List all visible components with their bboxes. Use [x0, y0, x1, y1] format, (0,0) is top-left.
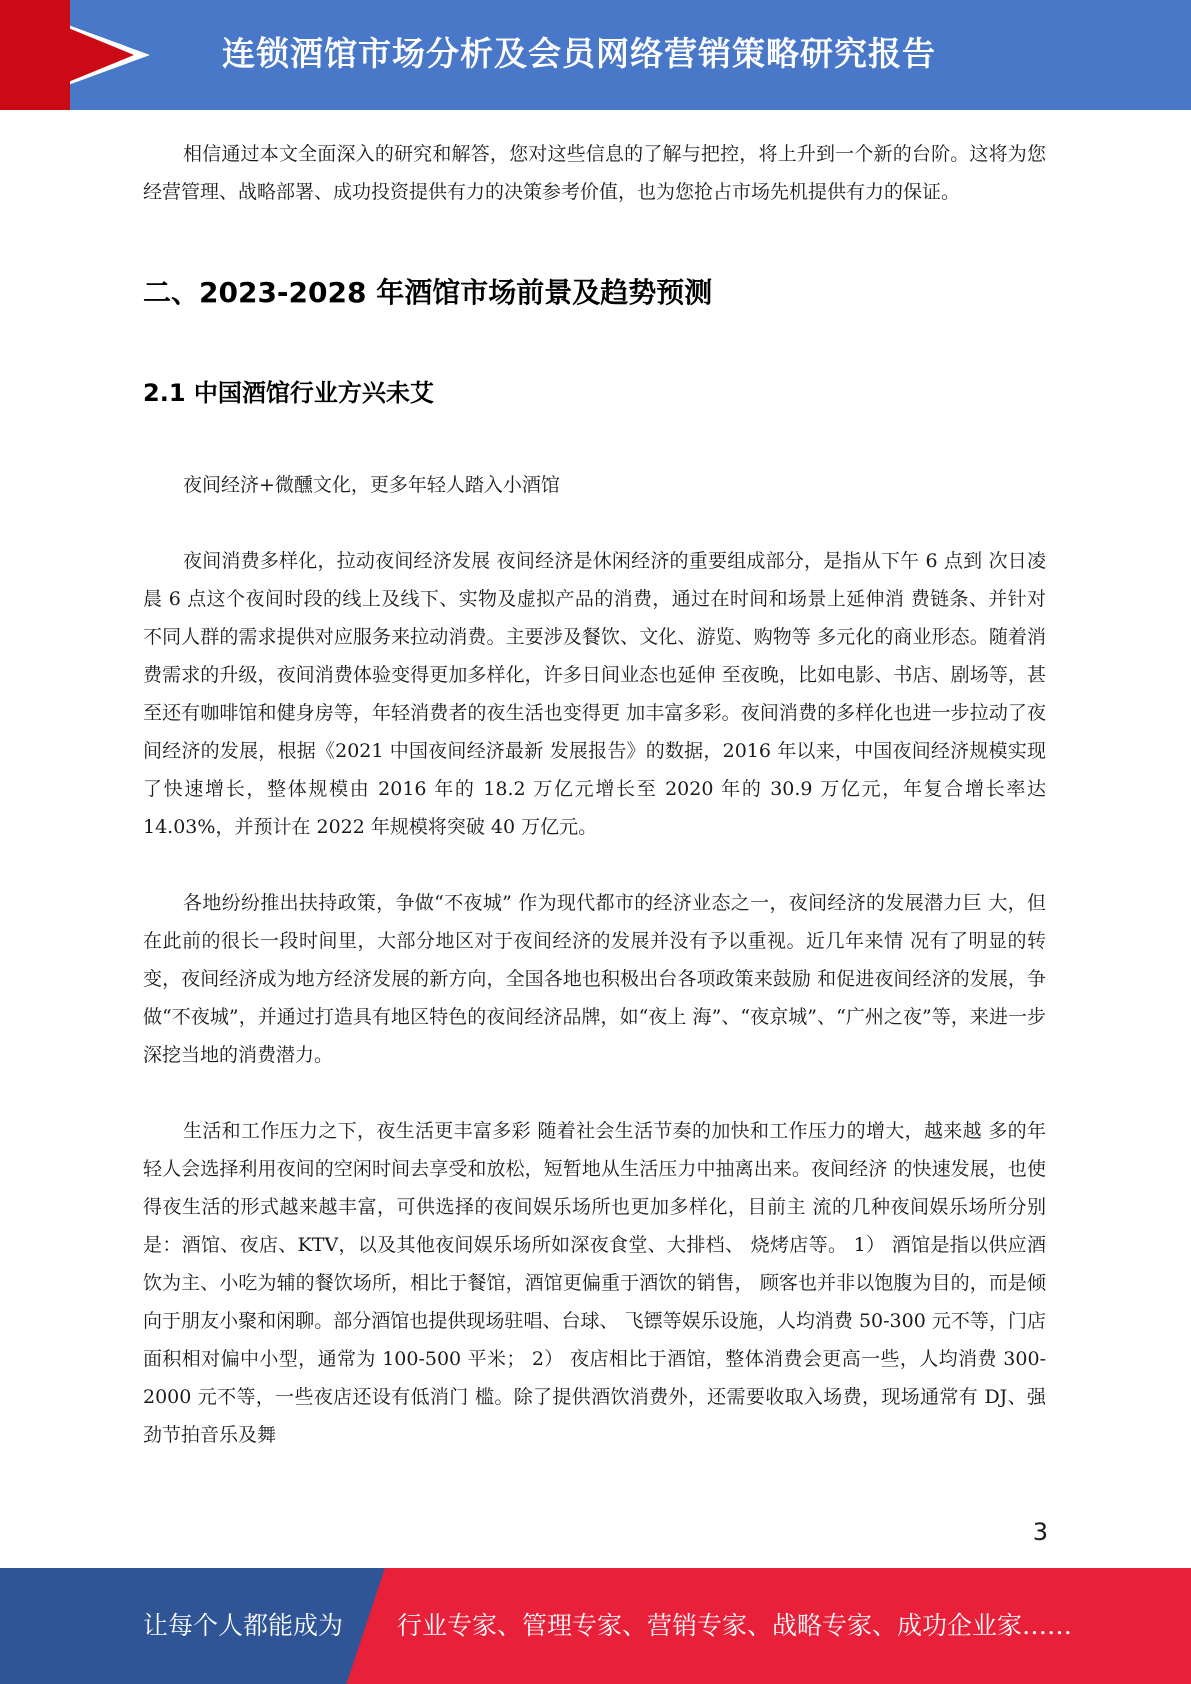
body-paragraph: 夜间消费多样化，拉动夜间经济发展 夜间经济是休闲经济的重要组成部分，是指从下午 6 点到 次日凌晨 6 点这个夜间时段的线上及线下、实物及虚拟产品的消费，通过在时间和场景上延伸消 费链条、并针对不同人群的需求提供对应服务来拉动消费。主要涉及餐饮、文化、游览、购物等 多元化的商业形态。随着消费需求的升级，夜间消费体验变得更加多样化，许多日间业态也延伸 至夜晚，比如电影、书店、剧场等，甚至还有咖啡馆和健身房等，年轻消费者的夜生活也变得更 加丰富多彩。夜间消费的多样化也进一步拉动了夜间经济的发展，根据《2021 中国夜间经济最新 发展报告》的数据，2016 年以来，中国夜间经济规模实现了快速增长，整体规模由 2016 年的 18.2 万亿元增长至 2020 年的 30.9 万亿元，年复合增长率达 14.03%，并预计在 2022 年规模将突破 40 万亿元。 — [143, 550, 1046, 838]
subsection-heading: 2.1 中国酒馆行业方兴未艾 — [143, 379, 434, 407]
intro-paragraph: 相信通过本文全面深入的研究和解答，您对这些信息的了解与把控，将上升到一个新的台阶。这将为您经营管理、战略部署、成功投资提供有力的决策参考价值，也为您抢占市场先机提供有力的保证。 — [143, 143, 1046, 203]
page-footer — [0, 1568, 1191, 1684]
page-content — [143, 135, 1046, 1454]
page-number: 3 — [1032, 1518, 1048, 1546]
report-title: 连锁酒馆市场分析及会员网络营销策略研究报告 — [222, 34, 936, 73]
body-paragraph: 各地纷纷推出扶持政策，争做“不夜城” 作为现代都市的经济业态之一，夜间经济的发展潜力巨 大，但在此前的很长一段时间里，大部分地区对于夜间经济的发展并没有予以重视。近几年来情 况有了明显的转变，夜间经济成为地方经济发展的新方向，全国各地也积极出台各项政策来鼓励 和促进夜间经济的发展，争做“不夜城”，并通过打造具有地区特色的夜间经济品牌，如“夜上 海”、“夜京城”、“广州之夜”等，来进一步深挖当地的消费潜力。 — [143, 892, 1046, 1066]
body-paragraph: 生活和工作压力之下，夜生活更丰富多彩 随着社会生活节奏的加快和工作压力的增大，越来越 多的年轻人会选择利用夜间的空闲时间去享受和放松，短暂地从生活压力中抽离出来。夜间经济 的快速发展，也使得夜生活的形式越来越丰富，可供选择的夜间娱乐场所也更加多样化，目前主 流的几种夜间娱乐场所分别是：酒馆、夜店、KTV，以及其他夜间娱乐场所如深夜食堂、大排档、 烧烤店等。 1） 酒馆是指以供应酒饮为主、小吃为辅的餐饮场所，相比于餐馆，酒馆更偏重于酒饮的销售， 顾客也并非以饱腹为目的，而是倾向于朋友小聚和闲聊。部分酒馆也提供现场驻唱、台球、 飞镖等娱乐设施，人均消费 50-300 元不等，门店面积相对偏中小型，通常为 100-500 平米； 2） 夜店相比于酒馆，整体消费会更高一些，人均消费 300-2000 元不等，一些夜店还设有低消门 槛。除了提供酒饮消费外，还需要收取入场费，现场通常有 DJ、强劲节拍音乐及舞 — [143, 1120, 1046, 1446]
footer-slogan-right: 行业专家、管理专家、营销专家、战略专家、成功企业家…… — [397, 1611, 1073, 1640]
page-header — [0, 0, 1191, 110]
lead-line: 夜间经济+微醺文化，更多年轻人踏入小酒馆 — [183, 474, 560, 496]
footer-slogan-left: 让每个人都能成为 — [143, 1611, 344, 1640]
section-heading: 二、2023-2028 年酒馆市场前景及趋势预测 — [143, 276, 713, 309]
header-arrow-decoration — [0, 0, 150, 110]
